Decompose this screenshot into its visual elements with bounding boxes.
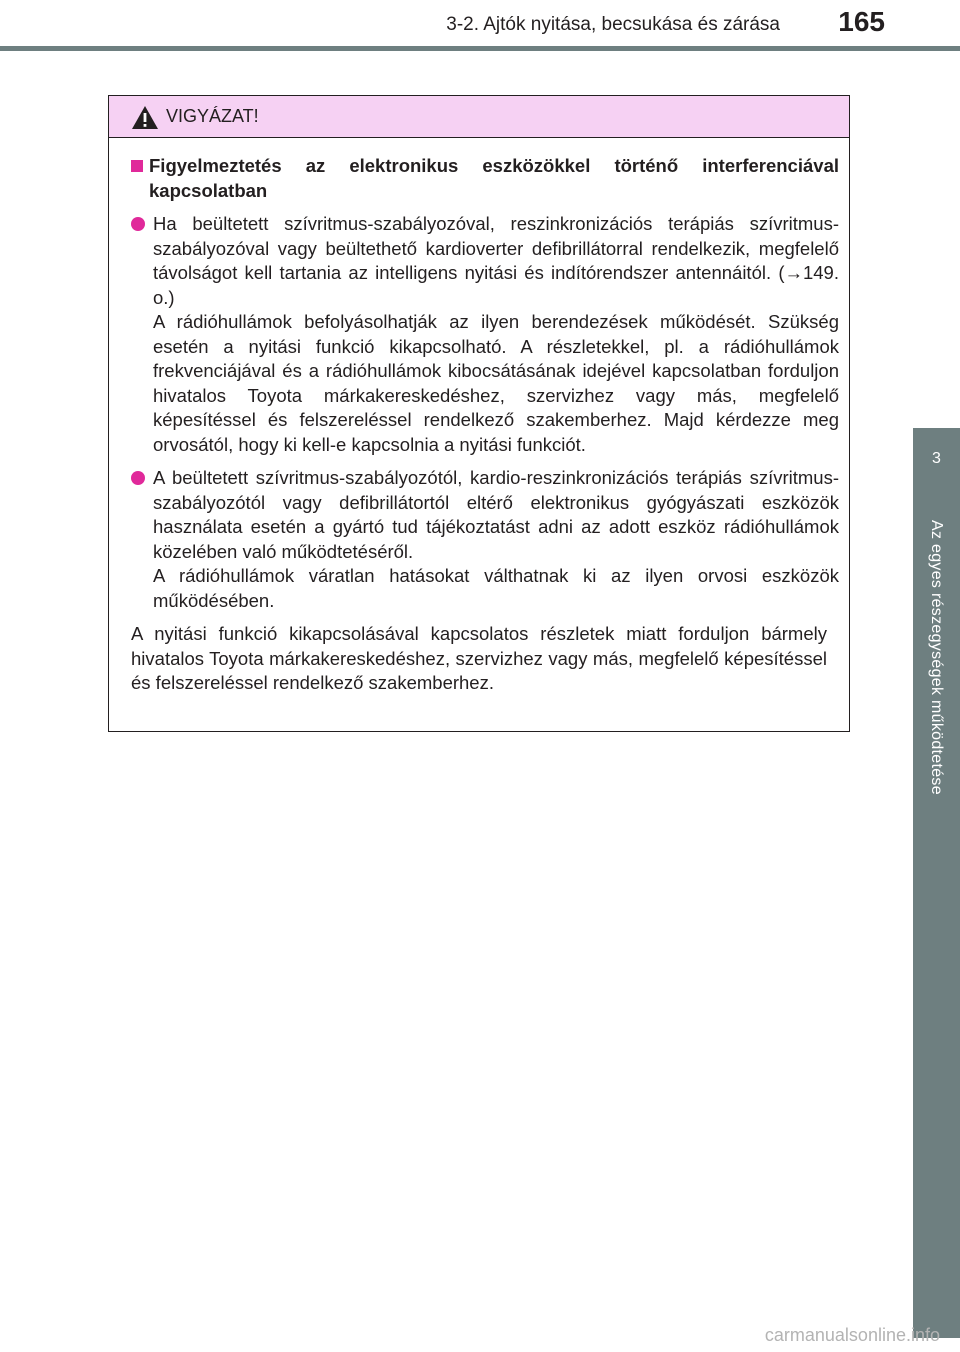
warning-title: VIGYÁZAT! bbox=[166, 106, 259, 126]
square-bullet-icon bbox=[131, 160, 143, 172]
section-heading-text: Figyelmeztetés az elektronikus eszközökkel történő interferenciával kapcsolatban bbox=[149, 155, 839, 201]
header-rule bbox=[0, 46, 960, 51]
warning-box bbox=[108, 95, 850, 732]
bullet-item bbox=[131, 212, 839, 457]
warning-body bbox=[109, 138, 849, 696]
bullet-paragraph: A beültetett szívritmus-szabályozótól, kardio-reszinkronizációs terápiás szívritmus-szabályozótól vagy defibrillátortól eltérő elektronikus gyógyászati eszközök használata esetén a gyártó tud tájékoztatást adni az adott eszköz rádióhullámok közelében való működtetéséről. bbox=[153, 467, 839, 562]
warning-header bbox=[109, 96, 849, 138]
circle-bullet-icon bbox=[131, 471, 145, 485]
bullet-paragraph: A rádióhullámok befolyásolhatják az ilyen berendezések működését. Szükség esetén a nyitási funkció kikapcsolható. A részletekkel, pl. a rádióhullámok frekvenciájával és a rádióhullámok kibocsátásának idejével kapcsolatban forduljon hivatalos Toyota márkakereskedéshez, szervizhez vagy más, megfelelő képesítéssel és felszereléssel rendelkező szakemberhez. Majd kérdezze meg orvosától, hogy ki kell-e kapcsolnia a nyitási funkciót. bbox=[153, 311, 839, 455]
side-tab-number: 3 bbox=[932, 450, 941, 467]
chapter-title: 3-2. Ajtók nyitása, becsukása és zárása bbox=[446, 14, 780, 35]
side-tab-label: Az egyes részegységek működtetése bbox=[928, 520, 945, 795]
closing-paragraph: A nyitási funkció kikapcsolásával kapcsolatos részletek miatt forduljon bármely hivatalos Toyota márkakereskedéshez, szervizhez vagy más, megfelelő képesítéssel és felszereléssel rendelkező szakemberhez. bbox=[131, 623, 827, 693]
warning-triangle-icon bbox=[131, 105, 159, 130]
section-heading bbox=[131, 154, 839, 203]
watermark: carmanualsonline.info bbox=[764, 1325, 940, 1345]
bullet-item bbox=[131, 466, 839, 613]
bullet-paragraph: A rádióhullámok váratlan hatásokat válthatnak ki az ilyen orvosi eszközök működésében. bbox=[153, 565, 839, 611]
bullet-paragraph: Ha beültetett szívritmus-szabályozóval, reszinkronizációs terápiás szívritmus-szabályozóval vagy beültethető kardioverter defibrillátorral rendelkezik, megfelelő távolságot kell tartania az intelligens nyitási és indítórendszer antennáitól. (→149. o.) bbox=[153, 213, 839, 308]
circle-bullet-icon bbox=[131, 217, 145, 231]
page-number: 165 bbox=[838, 6, 885, 37]
